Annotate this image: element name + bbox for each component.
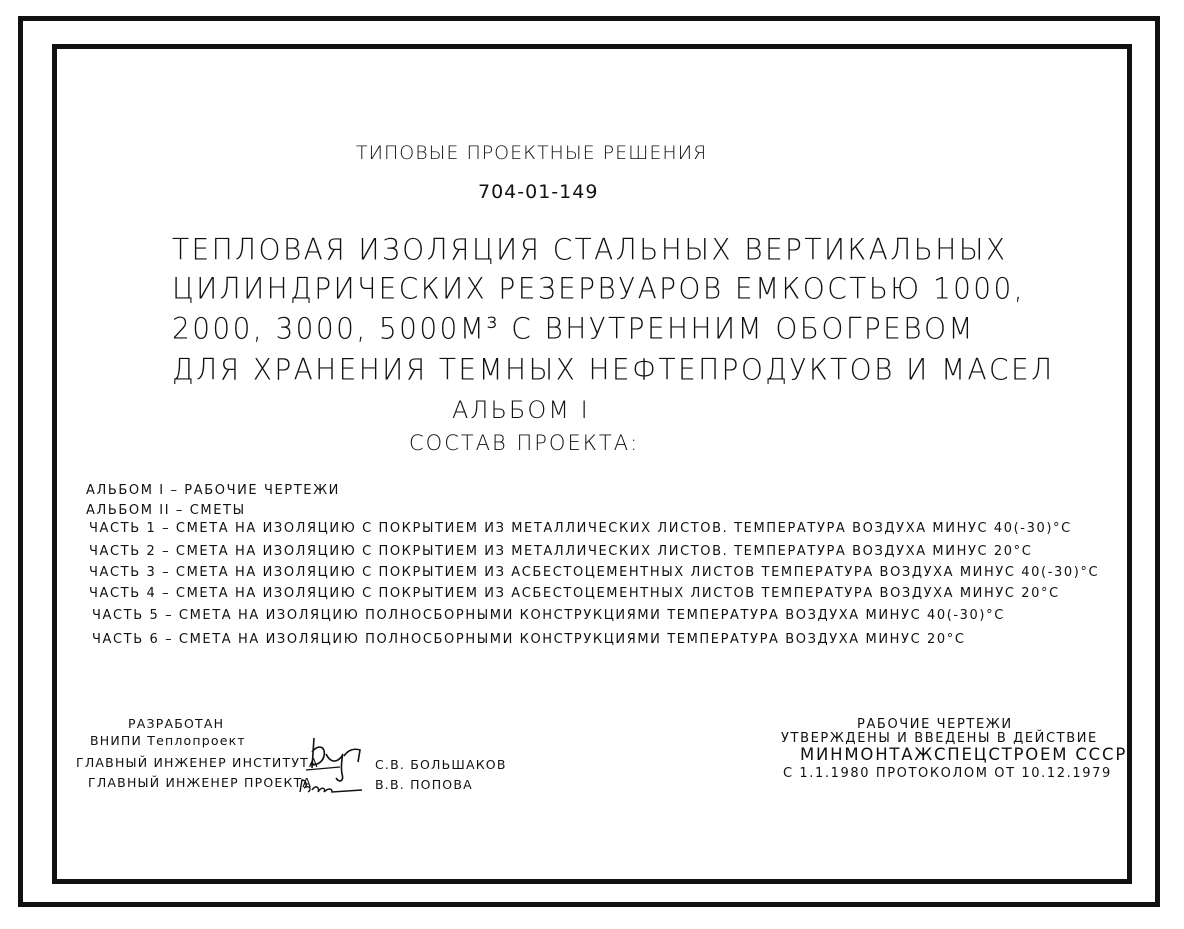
series-heading: ТИПОВЫЕ ПРОЕКТНЫЕ РЕШЕНИЯ	[356, 142, 708, 164]
contents-item-part-1: ЧАСТЬ 1 – СМЕТА НА ИЗОЛЯЦИЮ С ПОКРЫТИЕМ ИЗ МЕТАЛЛИЧЕСКИХ ЛИСТОВ. ТЕМПЕРАТУРА ВОЗДУХА МИНУС 40(-30)°С	[89, 521, 1072, 536]
developer-org: ВНИПИ Теплопроект	[90, 733, 246, 748]
approval-line-3: МИНМОНТАЖСПЕЦСТРОЕМ СССР	[800, 745, 1128, 764]
contents-item-part-4: ЧАСТЬ 4 – СМЕТА НА ИЗОЛЯЦИЮ С ПОКРЫТИЕМ ИЗ АСБЕСТОЦЕМЕНТНЫХ ЛИСТОВ ТЕМПЕРАТУРА ВОЗДУХА МИНУС 20°С	[89, 586, 1060, 601]
chief-engineer-name: С.В. БОЛЬШАКОВ	[375, 757, 507, 772]
contents-item-part-5: ЧАСТЬ 5 – СМЕТА НА ИЗОЛЯЦИЮ ПОЛНОСБОРНЫМИ КОНСТРУКЦИЯМИ ТЕМПЕРАТУРА ВОЗДУХА МИНУС 40(-30)°С	[92, 608, 1005, 623]
approval-line-4: С 1.1.1980 ПРОТОКОЛОМ ОТ 10.12.1979	[783, 766, 1112, 781]
project-engineer-signature	[298, 776, 366, 798]
contents-item-album-1: АЛЬБОМ I – РАБОЧИЕ ЧЕРТЕЖИ	[86, 483, 340, 498]
title-line-3: 2000, 3000, 5000М³ С ВНУТРЕННИМ ОБОГРЕВОМ	[172, 311, 975, 346]
project-engineer-role: ГЛАВНЫЙ ИНЖЕНЕР ПРОЕКТА	[88, 775, 313, 790]
title-line-1: ТЕПЛОВАЯ ИЗОЛЯЦИЯ СТАЛЬНЫХ ВЕРТИКАЛЬНЫХ	[172, 232, 1008, 267]
title-line-4: ДЛЯ ХРАНЕНИЯ ТЕМНЫХ НЕФТЕПРОДУКТОВ И МАСЕЛ	[172, 352, 1055, 387]
approval-line-1: РАБОЧИЕ ЧЕРТЕЖИ	[857, 717, 1013, 732]
contents-item-part-2: ЧАСТЬ 2 – СМЕТА НА ИЗОЛЯЦИЮ С ПОКРЫТИЕМ ИЗ МЕТАЛЛИЧЕСКИХ ЛИСТОВ. ТЕМПЕРАТУРА ВОЗДУХА МИНУС 20°С	[89, 544, 1033, 559]
developer-label: РАЗРАБОТАН	[128, 716, 225, 731]
album-label: АЛЬБОМ I	[452, 396, 590, 424]
project-code: 704-01-149	[478, 181, 599, 203]
project-engineer-name: В.В. ПОПОВА	[375, 777, 473, 792]
title-line-2: ЦИЛИНДРИЧЕСКИХ РЕЗЕРВУАРОВ ЕМКОСТЬЮ 1000,	[172, 271, 1026, 306]
chief-engineer-role: ГЛАВНЫЙ ИНЖЕНЕР ИНСТИТУТА	[76, 755, 319, 770]
contents-item-album-2: АЛЬБОМ II – СМЕТЫ	[86, 503, 246, 518]
contents-item-part-3: ЧАСТЬ 3 – СМЕТА НА ИЗОЛЯЦИЮ С ПОКРЫТИЕМ ИЗ АСБЕСТОЦЕМЕНТНЫХ ЛИСТОВ ТЕМПЕРАТУРА ВОЗДУХА МИНУС 40(-30)°С	[89, 565, 1100, 580]
approval-line-2: УТВЕРЖДЕНЫ И ВВЕДЕНЫ В ДЕЙСТВИЕ	[781, 731, 1098, 746]
contents-item-part-6: ЧАСТЬ 6 – СМЕТА НА ИЗОЛЯЦИЮ ПОЛНОСБОРНЫМИ КОНСТРУКЦИЯМИ ТЕМПЕРАТУРА ВОЗДУХА МИНУС 20°С	[92, 632, 966, 647]
composition-heading: СОСТАВ ПРОЕКТА:	[409, 431, 640, 455]
